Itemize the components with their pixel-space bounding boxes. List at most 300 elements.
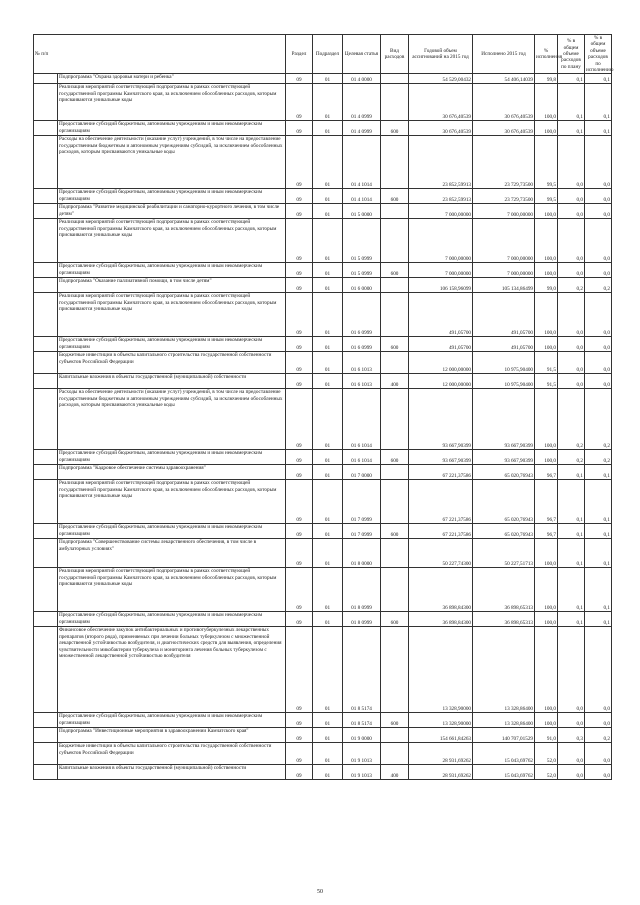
row-share-plan: 0,1 (558, 465, 585, 480)
row-razdel: 09 (286, 539, 313, 568)
row-share-plan: 0,1 (558, 74, 585, 84)
row-vr (381, 728, 409, 743)
row-fact: 491,05700 (473, 337, 535, 352)
table-row (34, 204, 612, 219)
row-razdel: 09 (286, 450, 313, 465)
row-number (34, 568, 58, 612)
row-name: Подпрограмма "Инвестиционные мероприятия в здравоохранении Камчатского края" (58, 728, 286, 743)
row-vr: 600 (381, 337, 409, 352)
row-name: Капитальные вложения в объекты государственной (муниципальной) собственности (58, 374, 286, 389)
row-number (34, 627, 58, 713)
table-row (34, 450, 612, 465)
row-fact: 65 020,76943 (473, 465, 535, 480)
row-share-fact: 0,0 (585, 136, 612, 189)
row-csr: 01 9 1013 (343, 743, 381, 765)
row-number (34, 337, 58, 352)
row-name: Реализация мероприятий соответствующей подпрограммы в рамках соответствующей государственной программы Камчатского края, за исключением обособленных расходов, которым присваиваются уникальные коды (58, 568, 286, 612)
row-share-fact: 0,0 (585, 627, 612, 713)
row-plan: 54 529,00432 (409, 74, 473, 84)
table-row (34, 84, 612, 121)
row-fact: 13 328,86400 (473, 627, 535, 713)
row-fact: 50 227,51713 (473, 539, 535, 568)
row-number (34, 121, 58, 136)
header-vr: Вид расходов (381, 35, 409, 74)
row-plan: 28 931,69262 (409, 743, 473, 765)
row-number (34, 278, 58, 293)
row-share-fact: 0,0 (585, 374, 612, 389)
row-share-fact: 0,0 (585, 337, 612, 352)
row-vr (381, 465, 409, 480)
row-fact: 36 898,65313 (473, 568, 535, 612)
row-plan: 23 852,59913 (409, 189, 473, 204)
row-number (34, 743, 58, 765)
row-csr: 01 4 0999 (343, 84, 381, 121)
row-podrazdel: 01 (313, 219, 343, 263)
row-podrazdel: 01 (313, 278, 343, 293)
row-share-plan: 0,0 (558, 263, 585, 278)
row-share-fact: 0,2 (585, 389, 612, 450)
table-row (34, 352, 612, 374)
row-name: Предоставление субсидий бюджетным, автономным учреждениям и иным некоммерческим организациям (58, 524, 286, 539)
row-vr (381, 568, 409, 612)
row-percent: 52,0 (535, 765, 558, 780)
row-share-plan: 0,1 (558, 568, 585, 612)
row-share-fact: 0,2 (585, 278, 612, 293)
row-plan: 106 158,96099 (409, 278, 473, 293)
row-percent: 100,0 (535, 450, 558, 465)
row-razdel: 09 (286, 765, 313, 780)
row-percent: 99,5 (535, 136, 558, 189)
row-vr (381, 74, 409, 84)
row-csr: 01 8 0999 (343, 568, 381, 612)
row-name: Подпрограмма "Оказание паллиативной помощи, в том числе детям" (58, 278, 286, 293)
row-podrazdel: 01 (313, 204, 343, 219)
row-share-plan: 0,0 (558, 219, 585, 263)
row-razdel: 09 (286, 612, 313, 627)
row-percent: 96,7 (535, 524, 558, 539)
row-vr (381, 743, 409, 765)
header-podrazdel: Подраздел (313, 35, 343, 74)
row-number (34, 765, 58, 780)
row-percent: 100,0 (535, 219, 558, 263)
row-podrazdel: 01 (313, 389, 343, 450)
row-podrazdel: 01 (313, 136, 343, 189)
row-percent: 91,0 (535, 728, 558, 743)
row-share-fact: 0,1 (585, 568, 612, 612)
row-fact: 7 000,00000 (473, 263, 535, 278)
row-podrazdel: 01 (313, 743, 343, 765)
row-plan: 28 931,69262 (409, 765, 473, 780)
row-share-plan: 0,0 (558, 204, 585, 219)
table-row (34, 121, 612, 136)
row-share-plan: 0,2 (558, 278, 585, 293)
row-vr (381, 352, 409, 374)
row-share-fact: 0,2 (585, 728, 612, 743)
row-csr: 01 9 1013 (343, 765, 381, 780)
row-podrazdel: 01 (313, 524, 343, 539)
row-csr: 01 5 0999 (343, 219, 381, 263)
row-share-fact: 0,0 (585, 189, 612, 204)
row-razdel: 09 (286, 352, 313, 374)
row-podrazdel: 01 (313, 728, 343, 743)
row-csr: 01 6 0000 (343, 278, 381, 293)
row-podrazdel: 01 (313, 539, 343, 568)
row-vr (381, 84, 409, 121)
row-podrazdel: 01 (313, 480, 343, 524)
table-row (34, 337, 612, 352)
table-row (34, 74, 612, 84)
row-vr: 600 (381, 189, 409, 204)
header-plan: Годовой объем ассигнований на 2015 год (409, 35, 473, 74)
row-csr: 01 6 1013 (343, 352, 381, 374)
row-share-plan: 0,0 (558, 189, 585, 204)
row-csr: 01 9 0000 (343, 728, 381, 743)
row-plan: 93 667,90399 (409, 450, 473, 465)
row-share-plan: 0,1 (558, 612, 585, 627)
row-csr: 01 5 0000 (343, 204, 381, 219)
row-share-plan: 0,0 (558, 713, 585, 728)
row-percent: 99,8 (535, 74, 558, 84)
row-fact: 7 000,00000 (473, 219, 535, 263)
row-name: Капитальные вложения в объекты государственной (муниципальной) собственности (58, 765, 286, 780)
row-podrazdel: 01 (313, 263, 343, 278)
budget-table (33, 34, 612, 780)
row-share-plan: 0,2 (558, 450, 585, 465)
row-plan: 23 852,59913 (409, 136, 473, 189)
row-fact: 10 975,90400 (473, 374, 535, 389)
row-razdel: 09 (286, 524, 313, 539)
row-percent: 100,0 (535, 337, 558, 352)
row-plan: 67 221,37586 (409, 480, 473, 524)
row-fact: 13 328,86400 (473, 713, 535, 728)
row-share-plan: 0,1 (558, 524, 585, 539)
row-csr: 01 4 1014 (343, 189, 381, 204)
row-number (34, 450, 58, 465)
row-number (34, 465, 58, 480)
row-podrazdel: 01 (313, 713, 343, 728)
row-csr: 01 7 0999 (343, 524, 381, 539)
row-plan: 93 667,90399 (409, 389, 473, 450)
row-share-plan: 0,3 (558, 728, 585, 743)
row-vr (381, 539, 409, 568)
row-percent: 96,7 (535, 480, 558, 524)
table-row (34, 713, 612, 728)
row-share-fact: 0,1 (585, 539, 612, 568)
row-name: Подпрограмма "Кадровое обеспечение системы здравоохранения" (58, 465, 286, 480)
row-percent: 100,0 (535, 263, 558, 278)
row-share-fact: 0,2 (585, 450, 612, 465)
row-vr: 600 (381, 263, 409, 278)
row-percent: 100,0 (535, 84, 558, 121)
table-row (34, 765, 612, 780)
row-share-plan: 0,0 (558, 293, 585, 337)
row-vr (381, 293, 409, 337)
row-csr: 01 7 0000 (343, 465, 381, 480)
row-vr: 600 (381, 450, 409, 465)
table-row (34, 278, 612, 293)
row-razdel: 09 (286, 465, 313, 480)
row-percent: 52,0 (535, 743, 558, 765)
row-plan: 67 221,37586 (409, 465, 473, 480)
row-podrazdel: 01 (313, 121, 343, 136)
row-name: Предоставление субсидий бюджетным, автономным учреждениям и иным некоммерческим организациям (58, 450, 286, 465)
row-razdel: 09 (286, 293, 313, 337)
row-name: Предоставление субсидий бюджетным, автономным учреждениям и иным некоммерческим организациям (58, 612, 286, 627)
row-razdel: 09 (286, 627, 313, 713)
row-podrazdel: 01 (313, 189, 343, 204)
row-plan: 154 661,84263 (409, 728, 473, 743)
row-plan: 7 000,00000 (409, 263, 473, 278)
row-share-plan: 0,0 (558, 337, 585, 352)
row-name: Реализация мероприятий соответствующей подпрограммы в рамках соответствующей государственной программы Камчатского края, за исключением обособленных расходов, которым присваиваются уникальные коды (58, 84, 286, 121)
row-podrazdel: 01 (313, 74, 343, 84)
row-name: Предоставление субсидий бюджетным, автономным учреждениям и иным некоммерческим организациям (58, 337, 286, 352)
header-razdel: Раздел (286, 35, 313, 74)
row-percent: 100,0 (535, 627, 558, 713)
row-razdel: 09 (286, 278, 313, 293)
row-razdel: 09 (286, 84, 313, 121)
row-podrazdel: 01 (313, 374, 343, 389)
header-share-fact: % в общем объеме расходов по исполнению (586, 35, 614, 74)
row-name: Реализация мероприятий соответствующей подпрограммы в рамках соответствующей государственной программы Камчатского края, за исключением обособленных расходов, которым присваиваются уникальные коды (58, 219, 286, 263)
row-number (34, 293, 58, 337)
row-vr (381, 219, 409, 263)
row-vr (381, 136, 409, 189)
row-number (34, 374, 58, 389)
row-percent: 100,0 (535, 713, 558, 728)
row-vr: 600 (381, 612, 409, 627)
row-razdel: 09 (286, 219, 313, 263)
table-row (34, 524, 612, 539)
row-share-fact: 0,0 (585, 743, 612, 765)
row-razdel: 09 (286, 743, 313, 765)
row-plan: 30 676,40539 (409, 121, 473, 136)
row-number (34, 136, 58, 189)
row-podrazdel: 01 (313, 450, 343, 465)
header-no: № п/п (34, 35, 286, 74)
row-razdel: 09 (286, 713, 313, 728)
table-row (34, 568, 612, 612)
row-name: Предоставление субсидий бюджетным, автономным учреждениям и иным некоммерческим организациям (58, 189, 286, 204)
row-plan: 7 000,00000 (409, 219, 473, 263)
row-csr: 01 6 1013 (343, 374, 381, 389)
row-percent: 100,0 (535, 568, 558, 612)
row-razdel: 09 (286, 204, 313, 219)
row-name: Предоставление субсидий бюджетным, автономным учреждениям и иным некоммерческим организациям (58, 263, 286, 278)
row-razdel: 09 (286, 263, 313, 278)
row-razdel: 09 (286, 728, 313, 743)
row-razdel: 09 (286, 121, 313, 136)
row-percent: 100,0 (535, 204, 558, 219)
row-share-fact: 0,1 (585, 480, 612, 524)
row-razdel: 09 (286, 568, 313, 612)
row-share-plan: 0,0 (558, 743, 585, 765)
row-name: Подпрограмма "Совершенствование системы лекарственного обеспечения, в том числе в амбулаторных условиях" (58, 539, 286, 568)
row-fact: 65 020,76943 (473, 480, 535, 524)
row-share-fact: 0,0 (585, 219, 612, 263)
row-plan: 67 221,37586 (409, 524, 473, 539)
row-name: Подпрограмма "Развитие медицинской реабилитации и санаторно-курортного лечения, в том числе детям" (58, 204, 286, 219)
row-csr: 01 6 1014 (343, 450, 381, 465)
row-podrazdel: 01 (313, 293, 343, 337)
row-share-fact: 0,1 (585, 121, 612, 136)
row-number (34, 352, 58, 374)
row-plan: 7 000,00000 (409, 204, 473, 219)
table-row (34, 389, 612, 450)
row-vr: 600 (381, 121, 409, 136)
row-share-plan: 0,1 (558, 480, 585, 524)
row-share-plan: 0,0 (558, 136, 585, 189)
row-podrazdel: 01 (313, 465, 343, 480)
table-row (34, 743, 612, 765)
row-csr: 01 5 0999 (343, 263, 381, 278)
row-razdel: 09 (286, 389, 313, 450)
row-podrazdel: 01 (313, 568, 343, 612)
row-share-fact: 0,0 (585, 713, 612, 728)
row-razdel: 09 (286, 337, 313, 352)
row-share-fact: 0,1 (585, 612, 612, 627)
row-podrazdel: 01 (313, 352, 343, 374)
row-percent: 91,5 (535, 374, 558, 389)
table-row (34, 293, 612, 337)
row-podrazdel: 01 (313, 612, 343, 627)
row-fact: 140 707,01529 (473, 728, 535, 743)
row-number (34, 612, 58, 627)
row-share-fact: 0,1 (585, 84, 612, 121)
row-name: Предоставление субсидий бюджетным, автономным учреждениям и иным некоммерческим организациям (58, 713, 286, 728)
row-number (34, 219, 58, 263)
row-percent: 99,0 (535, 278, 558, 293)
table-body (34, 74, 612, 780)
header-csr: Целевая статья (343, 35, 381, 74)
row-plan: 491,05700 (409, 293, 473, 337)
row-percent: 91,5 (535, 352, 558, 374)
row-razdel: 09 (286, 74, 313, 84)
row-plan: 12 000,00000 (409, 374, 473, 389)
row-plan: 13 328,90000 (409, 627, 473, 713)
row-name: Реализация мероприятий соответствующей подпрограммы в рамках соответствующей государственной программы Камчатского края, за исключением обособленных расходов, которым присваиваются уникальные коды (58, 293, 286, 337)
row-number (34, 480, 58, 524)
row-csr: 01 7 0999 (343, 480, 381, 524)
row-csr: 01 6 0999 (343, 337, 381, 352)
row-number (34, 84, 58, 121)
row-csr: 01 8 0000 (343, 539, 381, 568)
budget-table-sheet (33, 34, 614, 780)
row-name: Финансовое обеспечение закупок антибактериальных и противотуберкулезных лекарственных препаратов (второго ряда), применяемых при лечении больных туберкулезом с множественной лекарственной устойчивостью возбудителя, и диагностических средств для выявления, определения чувствительности микобактерии туберкулеза и мониторинга лечения больных туберкулезом с множественной лекарственной устойчивостью возбудителя (58, 627, 286, 713)
table-row (34, 728, 612, 743)
row-fact: 10 975,90400 (473, 352, 535, 374)
row-name: Расходы на обеспечение деятельности (оказание услуг) учреждений, в том числе на предоставление государственным бюджетным и автономным учреждениям субсидий, за исключением обособленных расходов, которым присваиваются уникальные коды (58, 136, 286, 189)
row-name: Предоставление субсидий бюджетным, автономным учреждениям и иным некоммерческим организациям (58, 121, 286, 136)
row-plan: 491,05700 (409, 337, 473, 352)
row-podrazdel: 01 (313, 627, 343, 713)
row-fact: 23 729,73500 (473, 189, 535, 204)
row-number (34, 74, 58, 84)
row-razdel: 09 (286, 136, 313, 189)
row-vr (381, 627, 409, 713)
row-percent: 100,0 (535, 539, 558, 568)
row-razdel: 09 (286, 189, 313, 204)
table-row (34, 627, 612, 713)
row-name: Бюджетные инвестиции в объекты капитального строительства государственной собственности субъектов Российской Федерации (58, 352, 286, 374)
table-row (34, 612, 612, 627)
table-row (34, 374, 612, 389)
row-share-plan: 0,1 (558, 84, 585, 121)
table-row (34, 136, 612, 189)
row-number (34, 389, 58, 450)
table-row (34, 189, 612, 204)
row-plan: 36 898,84300 (409, 568, 473, 612)
row-fact: 93 667,90399 (473, 389, 535, 450)
row-share-fact: 0,1 (585, 465, 612, 480)
row-share-plan: 0,0 (558, 765, 585, 780)
table-row (34, 263, 612, 278)
row-percent: 100,0 (535, 121, 558, 136)
row-share-plan: 0,0 (558, 374, 585, 389)
row-share-plan: 0,0 (558, 627, 585, 713)
row-plan: 12 000,00000 (409, 352, 473, 374)
row-podrazdel: 01 (313, 337, 343, 352)
row-share-fact: 0,0 (585, 204, 612, 219)
row-percent: 96,7 (535, 465, 558, 480)
table-row (34, 219, 612, 263)
row-name: Реализация мероприятий соответствующей подпрограммы в рамках соответствующей государственной программы Камчатского края, за исключением обособленных расходов, которым присваиваются уникальные коды (58, 480, 286, 524)
row-share-fact: 0,1 (585, 524, 612, 539)
row-csr: 01 8 0999 (343, 612, 381, 627)
row-razdel: 09 (286, 374, 313, 389)
row-number (34, 713, 58, 728)
row-plan: 50 227,74300 (409, 539, 473, 568)
row-podrazdel: 01 (313, 765, 343, 780)
row-vr: 400 (381, 765, 409, 780)
row-vr: 400 (381, 374, 409, 389)
row-csr: 01 6 1014 (343, 389, 381, 450)
page-number: 50 (317, 889, 323, 895)
row-share-fact: 0,1 (585, 74, 612, 84)
row-name: Расходы на обеспечение деятельности (оказание услуг) учреждений, в том числе на предоставление государственным бюджетным и автономным учреждениям субсидий, за исключением обособленных расходов, которым присваиваются уникальные коды (58, 389, 286, 450)
row-number (34, 524, 58, 539)
row-percent: 99,5 (535, 189, 558, 204)
table-header-row (34, 35, 612, 74)
row-share-plan: 0,1 (558, 539, 585, 568)
row-fact: 36 898,65313 (473, 612, 535, 627)
row-fact: 54 406,14039 (473, 74, 535, 84)
row-share-plan: 0,0 (558, 352, 585, 374)
row-fact: 30 676,40539 (473, 84, 535, 121)
row-share-plan: 0,1 (558, 121, 585, 136)
row-share-fact: 0,0 (585, 352, 612, 374)
row-percent: 100,0 (535, 293, 558, 337)
row-podrazdel: 01 (313, 84, 343, 121)
row-fact: 93 667,90399 (473, 450, 535, 465)
row-plan: 36 898,84300 (409, 612, 473, 627)
table-row (34, 480, 612, 524)
row-fact: 23 729,73500 (473, 136, 535, 189)
row-fact: 15 043,69762 (473, 765, 535, 780)
row-number (34, 539, 58, 568)
row-name: Бюджетные инвестиции в объекты капитального строительства государственной собственности субъектов Российской Федерации (58, 743, 286, 765)
row-vr: 600 (381, 524, 409, 539)
row-fact: 30 676,40539 (473, 121, 535, 136)
row-number (34, 728, 58, 743)
row-number (34, 263, 58, 278)
row-vr (381, 480, 409, 524)
table-row (34, 539, 612, 568)
table-row (34, 465, 612, 480)
row-csr: 01 8 5174 (343, 627, 381, 713)
header-ispolneno: Исполнено 2015 год (473, 35, 535, 74)
row-razdel: 09 (286, 480, 313, 524)
